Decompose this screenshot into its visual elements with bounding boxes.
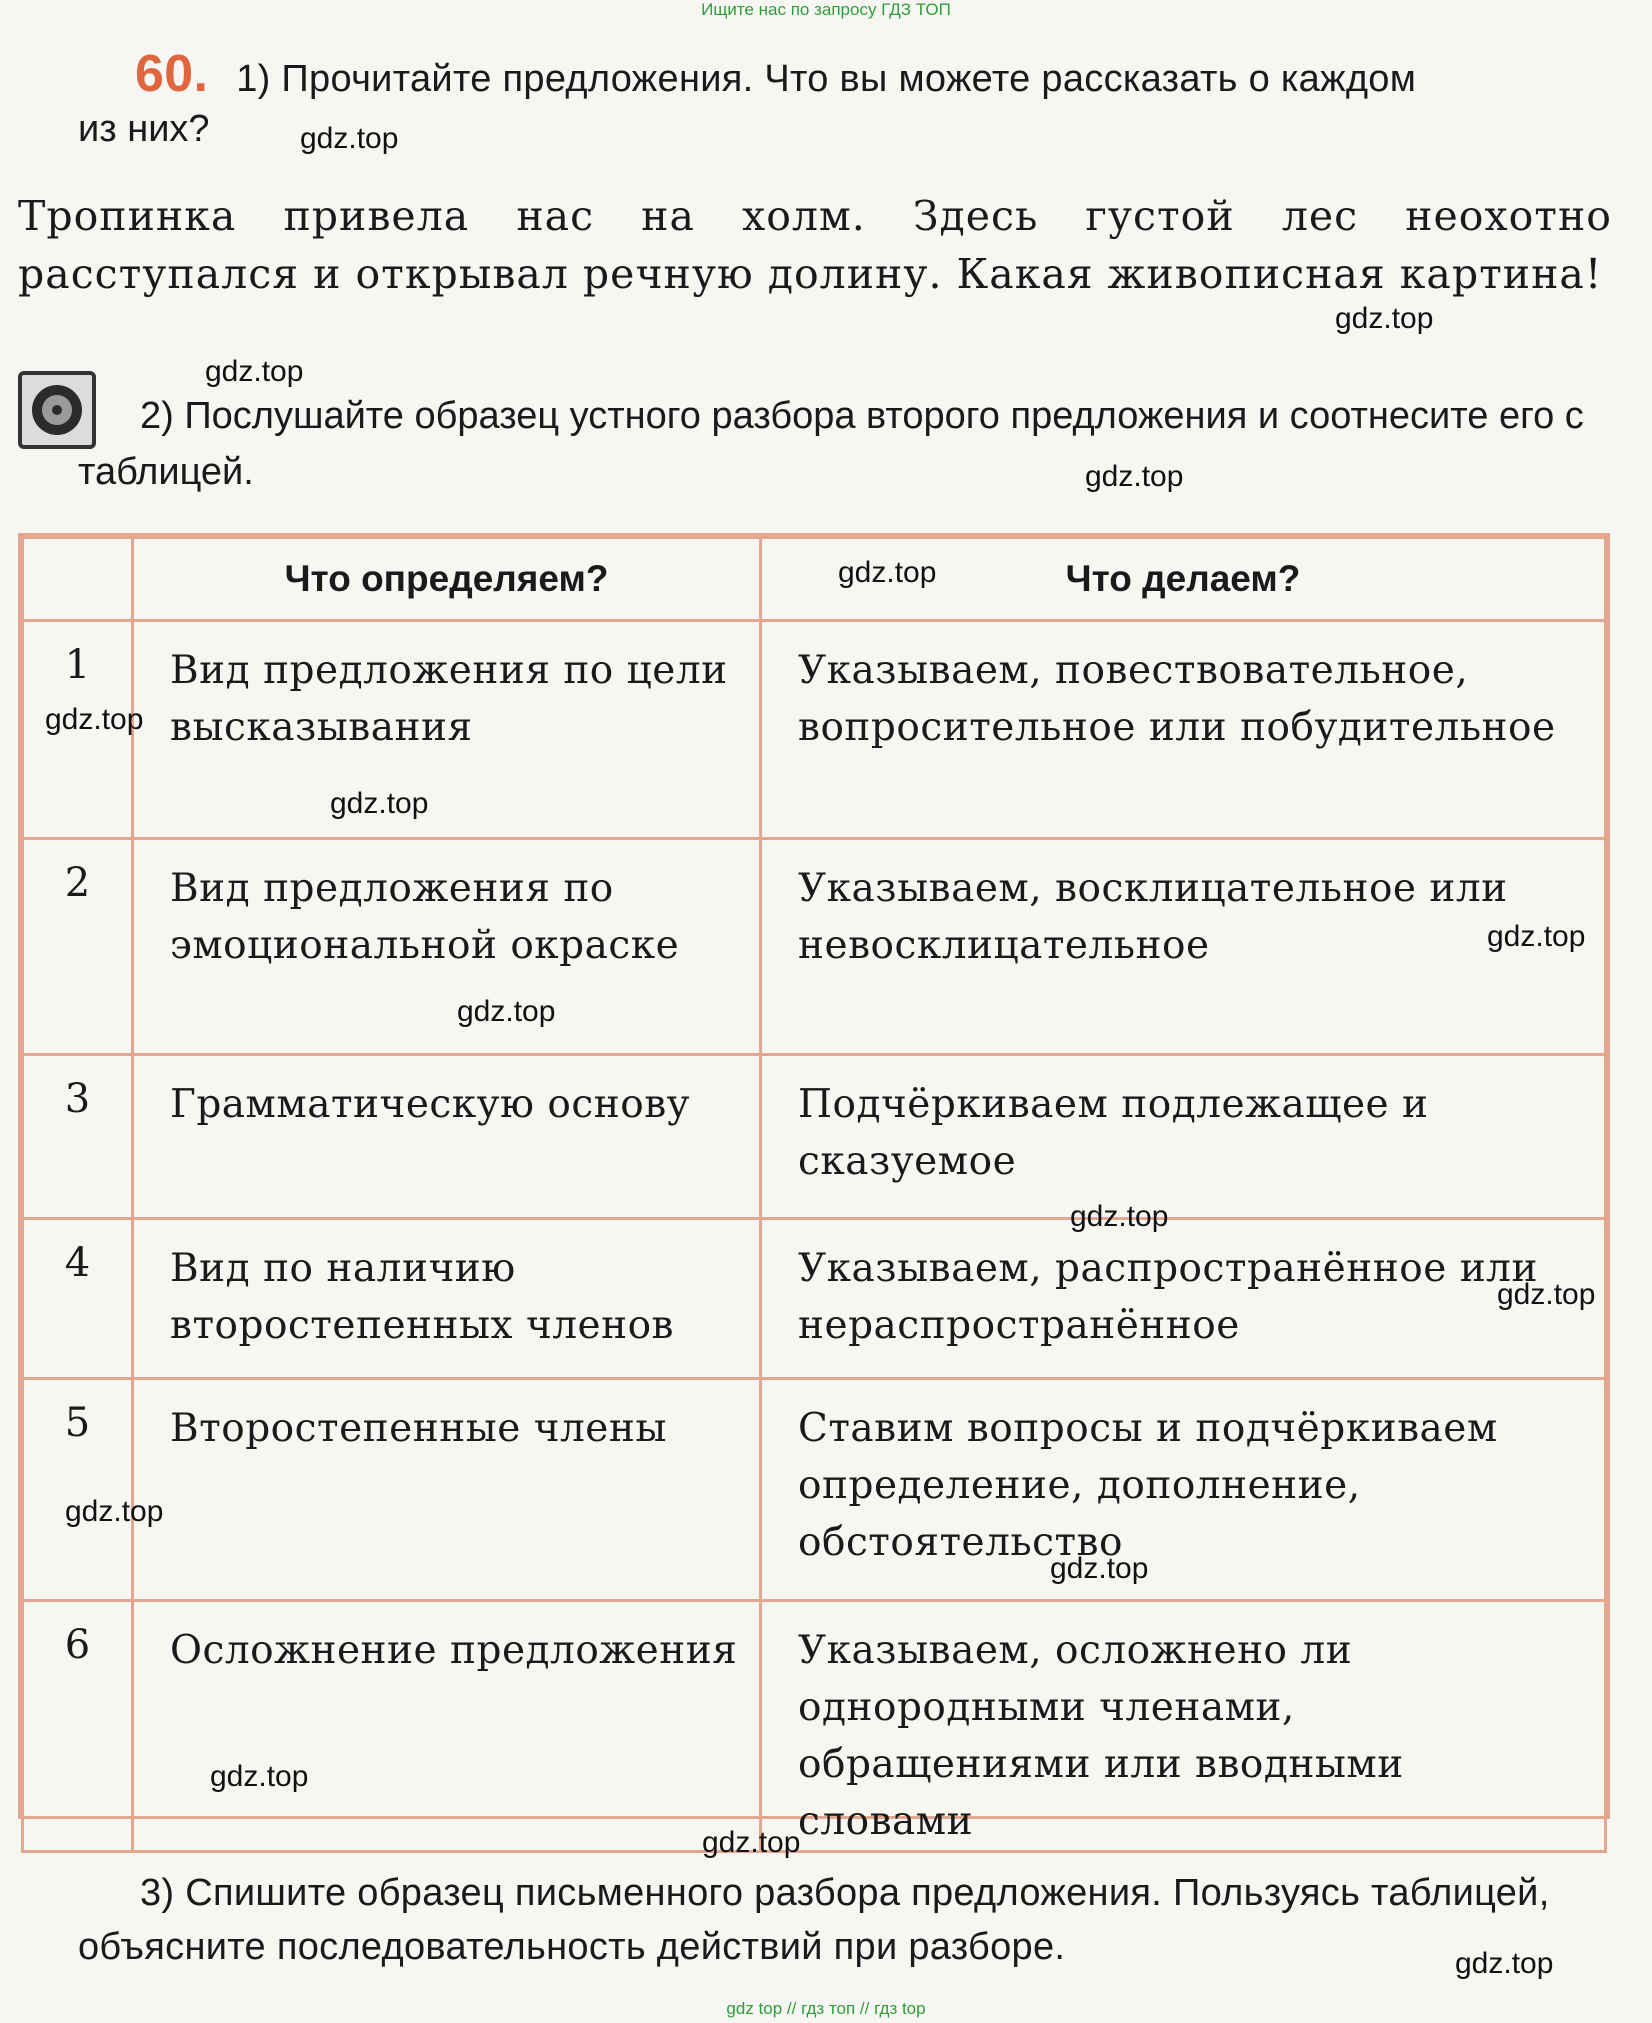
header-number [23, 538, 133, 621]
watermark: gdz.top [457, 995, 556, 1028]
task1-text: 1) Прочитайте предложения. Что вы можете рассказать о каждом [236, 58, 1417, 100]
row-number: 5 [23, 1379, 133, 1601]
row-number: 3 [23, 1055, 133, 1219]
watermark: gdz.top [65, 1495, 164, 1528]
watermark: gdz.top [1050, 1552, 1149, 1585]
task3-text: 3) Спишите образец письменного разбора предложения. Пользуясь таблицей, объясните последовательность действий при разборе. [78, 1872, 1550, 1968]
row-what: Осложнение предложения [133, 1601, 761, 1852]
watermark: gdz.top [210, 1760, 309, 1793]
watermark: gdz.top [1497, 1278, 1596, 1311]
header-do: Что делаем? [761, 538, 1606, 621]
header-what: Что определяем? [133, 538, 761, 621]
row-do: Указываем, повествовательное, вопросительное или побудительное [761, 621, 1606, 839]
row-what: Второстепенные члены [133, 1379, 761, 1601]
exercise-heading [135, 44, 1416, 104]
task2-text: 2) Послушайте образец устного разбора второго предложения и соотнесите его с таблицей. [78, 395, 1584, 493]
watermark: gdz.top [330, 787, 429, 820]
watermark: gdz.top [45, 703, 144, 736]
task1-text-continued: из них? [78, 108, 210, 150]
table-row [23, 839, 1606, 1055]
top-banner: Ищите нас по запросу ГДЗ ТОП [701, 0, 951, 19]
table-row [23, 621, 1606, 839]
reading-passage: Тропинка привела нас на холм. Здесь густой лес неохотно расступался и открывал речную долину. Какая живописная картина! [18, 192, 1612, 298]
row-what: Вид предложения по эмоциональной окраске [133, 839, 761, 1055]
watermark: gdz.top [205, 355, 304, 388]
table-row [23, 1055, 1606, 1219]
watermark: gdz.top [1085, 460, 1184, 493]
table-row [23, 1219, 1606, 1379]
row-do: Указываем, осложнено ли однородными членами, обращениями или вводными словами [761, 1601, 1606, 1852]
watermark: gdz.top [300, 122, 399, 155]
row-do: Указываем, восклицательное или невосклицательное [761, 839, 1606, 1055]
row-do: Указываем, распространённое или нераспространённое [761, 1219, 1606, 1379]
watermark: gdz.top [1487, 920, 1586, 953]
row-do: Подчёркиваем подлежащее и сказуемое [761, 1055, 1606, 1219]
table-row [23, 1601, 1606, 1852]
table-row [23, 1379, 1606, 1601]
watermark: gdz.top [702, 1826, 801, 1859]
row-what: Грамматическую основу [133, 1055, 761, 1219]
footer-links: gdz top // гдз топ // гдз top [726, 1999, 926, 2018]
table-header-row [23, 538, 1606, 621]
watermark: gdz.top [1070, 1200, 1169, 1233]
exercise-number: 60. [135, 45, 209, 103]
row-number: 6 [23, 1601, 133, 1852]
watermark: gdz.top [838, 556, 937, 589]
row-number: 4 [23, 1219, 133, 1379]
row-do: Ставим вопросы и подчёркиваем определение, дополнение, обстоятельство [761, 1379, 1606, 1601]
watermark: gdz.top [1335, 302, 1434, 335]
watermark: gdz.top [1455, 1947, 1554, 1980]
row-number: 1 [23, 621, 133, 839]
row-number: 2 [23, 839, 133, 1055]
row-what: Вид по наличию второстепенных членов [133, 1219, 761, 1379]
row-what: Вид предложения по цели высказывания [133, 621, 761, 839]
